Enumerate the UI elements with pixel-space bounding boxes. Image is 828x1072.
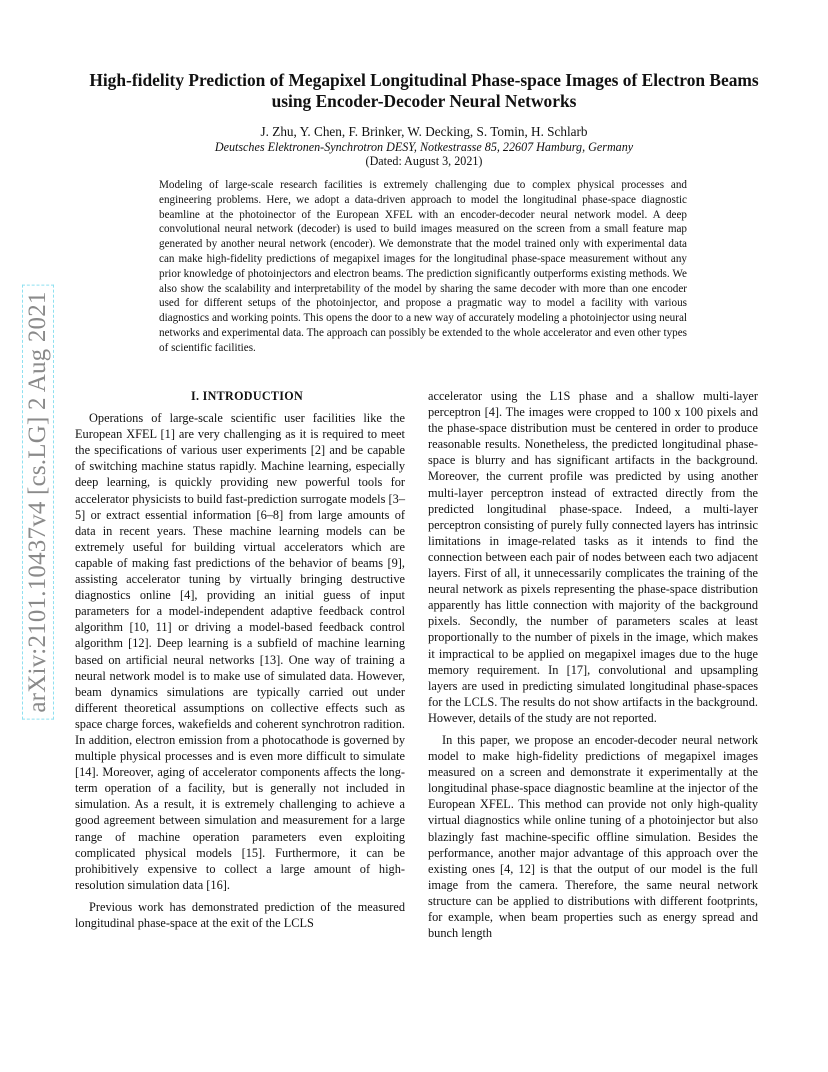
intro-paragraph-continued: accelerator using the L1S phase and a shallow multi-layer perceptron [4]. The images were cropped to 100 x 100 pixels and the phase-space distribution must be centered in order to produce reasonable results. Nonetheless, the predicted longitudinal phase-space is blurry and has significant artifacts in the background. Moreover, the current profile was predicted by using another multi-layer perceptron instead of extracted directly from the predicted longitudinal phase-space. Indeed, a multi-layer perceptron consisting of purely fully connected layers has intrinsic limitations in image-related tasks as it intends to find the connection between each pair of nodes between each two adjacent layers. First of all, it unnecessarily complicates the training of the neural network as pixels representing the phase-space distribution apparently has little connection with majority of the background pixels. Secondly, the number of parameters scales at least proportionally to the number of pixels in the image, which makes it impractical to be applied on megapixel images due to the huge memory requirement. In [17], convolutional and upsampling layers are used in predicting simulated longitudinal phase-spaces for the LCLS. The results do not show artifacts in the background. However, details of the study are not reported.: [428, 389, 758, 725]
section-heading: I. INTRODUCTION: [190, 389, 303, 403]
paper-title: High-fidelity Prediction of Megapixel Longitudinal Phase-space Images of Electron Beams using Encoder-Decoder Neural Networks: [89, 70, 759, 111]
arxiv-sidebar-stamp: [18, 262, 58, 742]
intro-paragraph-2: Previous work has demonstrated prediction of the measured longitudinal phase-space at the exit of the LCLS: [75, 899, 405, 930]
affiliation: Deutsches Elektronen-Synchrotron DESY, Notkestrasse 85, 22607 Hamburg, Germany: [214, 140, 634, 154]
date-line: (Dated: August 3, 2021): [365, 154, 483, 168]
right-column: [428, 388, 758, 947]
author-list: J. Zhu, Y. Chen, F. Brinker, W. Decking, S. Tomin, H. Schlarb: [260, 124, 588, 139]
left-column: [75, 388, 405, 937]
intro-paragraph-3: In this paper, we propose an encoder-decoder neural network model to make high-fidelity predictions of megapixel images measured on a screen and demonstrate it experimentally at the longitudinal phase-space diagnostic beamline at the injector of the European XFEL. This method can provide not only high-quality virtual diagnostics while online tuning of a photoinjector but also blazingly fast machine-specific offline simulation. Besides the performance, another major advantage of this approach over the existing ones [4, 12] is that the output of our model is the full image from the camera. Therefore, the same neural network structure can be applied to distributions with different footprints, for example, when beam properties such as energy spread and bunch length: [428, 732, 758, 941]
intro-paragraph-1: Operations of large-scale scientific user facilities like the European XFEL [1] are very challenging as it is required to meet the specifications of various user experiments [2] and be capable of switching machine status rapidly. Machine learning, especially deep learning, is quickly providing new powerful tools for accelerator physicists to build fast-prediction surrogate models [3–5] or extract essential information [6–8] from large amounts of data in recent years. These machine learning models can be extremely useful for building virtual accelerators which are capable of making fast predictions of the behavior of beams [9], assisting accelerator tuning by virtually bringing destructive diagnostics online [4], providing an initial guess of input parameters for a model-independent adaptive feedback control algorithm [10, 11] or driving a model-based feedback control algorithm [12]. Deep learning is a subfield of machine learning based on artificial neural networks [13]. One way of training a neural network model is to make use of simulated data. However, beam dynamics simulations are typically carried out under different theoretical assumptions on collective effects such as space charge forces, wakefields and coherent synchrotron radition. In addition, electron emission from a photocathode is governed by multiple physical processes and is even more difficult to simulate [14]. Moreover, aging of accelerator components affects the long-term operation of a facility, but is generally not included in simulation. As a result, it is extremely challenging to achieve a good agreement between simulation and measurement for a large range of machine operation parameters even exploiting complicated physical models [15]. Furthermore, it can be prohibitively expensive to collect a large amount of high-resolution simulation data [16].: [75, 411, 405, 892]
abstract: Modeling of large-scale research facilities is extremely challenging due to complex physical processes and engineering problems. Here, we adopt a data-driven approach to model the longitudinal phase-space diagnostic beamline at the photoinector of the European XFEL with an encoder-decoder neural network model. A deep convolutional neural network (decoder) is used to build images measured on the screen from a small feature map generated by another neural network (encoder). We demonstrate that the model trained only with experimental data can make high-fidelity predictions of megapixel images for the longitudinal phase-space measurement without any prior knowledge of photoinjectors and electron beams. The prediction significantly outperforms existing methods. We also show the scalability and interpretability of the model by sharing the same decoder with more than one encoder used for different setups of the photoinjector, and propose a pragmatic way to model a facility with various diagnostics and working points. This opens the door to a new way of accurately modeling a photoinjector using neural networks and experimental data. The approach can possibly be extended to the whole accelerator and even other types of scientific facilities.: [159, 179, 687, 354]
arxiv-identifier[interactable]: arXiv:2101.10437v4 [cs.LG] 2 Aug 2021: [22, 284, 54, 719]
